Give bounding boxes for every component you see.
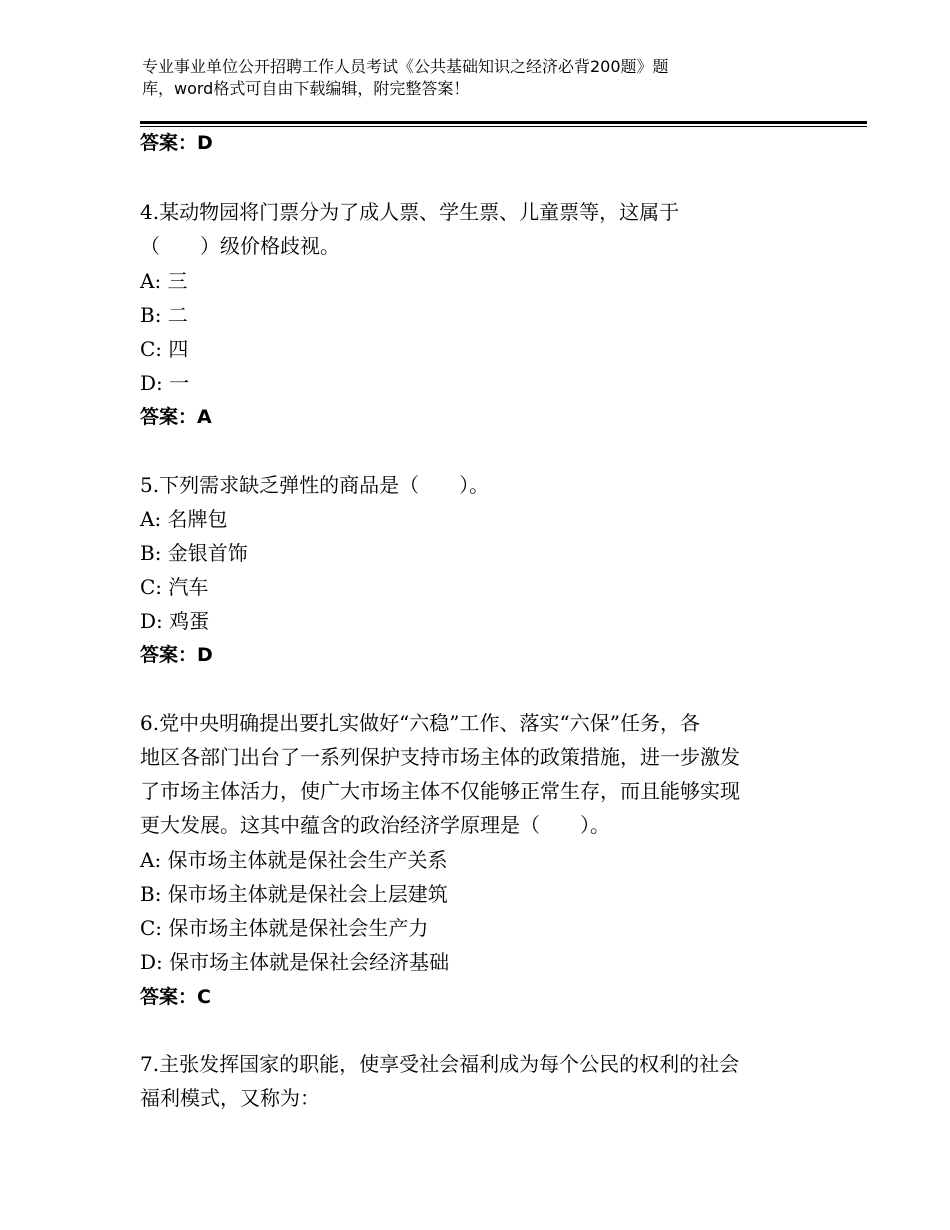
question-5-text: 5.下列需求缺乏弹性的商品是（ ）。 — [140, 473, 490, 497]
header-rule-thick — [140, 121, 867, 124]
previous-answer: 答案：D — [140, 132, 213, 154]
question-5-option-a: A: 名牌包 — [140, 507, 228, 531]
question-5-option-c: C: 汽车 — [140, 575, 209, 599]
header-line-1: 专业事业单位公开招聘工作人员考试《公共基础知识之经济必背200题》题 — [142, 57, 669, 76]
question-6-option-b: B: 保市场主体就是保社会上层建筑 — [140, 882, 448, 906]
question-4-option-d: D: 一 — [140, 371, 190, 395]
question-4-option-c: C: 四 — [140, 337, 189, 361]
question-6-answer: 答案：C — [140, 986, 211, 1008]
header-rule-thin — [140, 126, 867, 127]
question-4-option-b: B: 二 — [140, 303, 188, 327]
header-line-2: 库，word格式可自由下载编辑，附完整答案！ — [142, 79, 470, 98]
question-6-option-d: D: 保市场主体就是保社会经济基础 — [140, 950, 450, 974]
question-7-text: 7.主张发挥国家的职能，使享受社会福利成为每个公民的权利的社会 福利模式，又称为： — [140, 1052, 740, 1110]
question-6-option-a: A: 保市场主体就是保社会生产关系 — [140, 848, 448, 872]
question-4-text: 4.某动物园将门票分为了成人票、学生票、儿童票等，这属于 （ ）级价格歧视。 — [140, 200, 680, 258]
question-5-option-b: B: 金银首饰 — [140, 541, 248, 565]
question-6-option-c: C: 保市场主体就是保社会生产力 — [140, 916, 429, 940]
question-4-answer: 答案：A — [140, 406, 212, 428]
question-5-answer: 答案：D — [140, 644, 213, 666]
question-4-option-a: A: 三 — [140, 269, 188, 293]
question-5-option-d: D: 鸡蛋 — [140, 609, 210, 633]
document-header — [142, 56, 782, 100]
question-6-text: 6.党中央明确提出要扎实做好“六稳”工作、落实“六保”任务，各 地区各部门出台了一系列保护支持市场主体的政策措施，进一步激发 了市场主体活力，使广大市场主体不仅能够正常生存，而且能够实现 更大发展。这其中蕴含的政治经济学原理是（ ）。 — [140, 711, 740, 837]
